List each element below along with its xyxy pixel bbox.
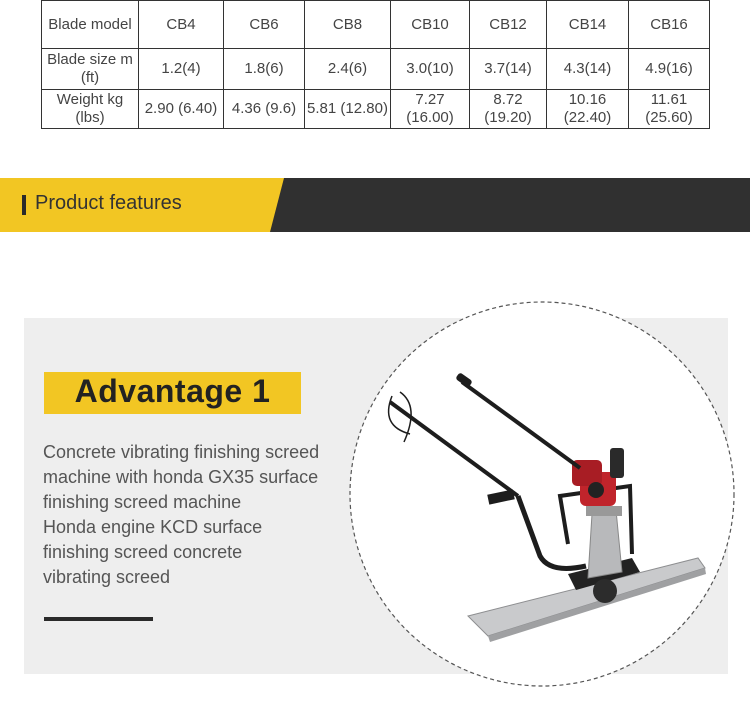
table-row-weight bbox=[42, 90, 710, 129]
row-header-weight: Weight kg (lbs) bbox=[42, 90, 139, 129]
description-line: vibrating screed bbox=[43, 567, 171, 587]
advantage-description bbox=[43, 440, 343, 590]
table-cell: CB8 bbox=[305, 1, 391, 49]
table-cell: 2.4(6) bbox=[305, 49, 391, 90]
table-cell: 10.16 (22.40) bbox=[547, 90, 629, 129]
description-line: finishing screed machine bbox=[43, 492, 242, 512]
table-cell: 4.36 (9.6) bbox=[224, 90, 305, 129]
features-banner bbox=[0, 178, 750, 232]
engine-column bbox=[588, 510, 622, 578]
banner-marker bbox=[22, 195, 26, 215]
description-line: Honda engine KCD surface bbox=[43, 517, 263, 537]
table-cell: 4.9(16) bbox=[629, 49, 710, 90]
row-header-blade-size: Blade size m (ft) bbox=[42, 49, 139, 90]
spec-table bbox=[41, 0, 710, 129]
description-line: Concrete vibrating finishing screed bbox=[43, 442, 320, 462]
table-cell: 7.27 (16.00) bbox=[391, 90, 470, 129]
table-cell: 3.7(14) bbox=[470, 49, 547, 90]
divider bbox=[44, 617, 153, 621]
section-title: Product features bbox=[35, 192, 182, 214]
advantage-title: Advantage 1 bbox=[74, 373, 271, 409]
image-circle bbox=[350, 302, 734, 686]
table-cell: 11.61 (25.60) bbox=[629, 90, 710, 129]
row-header-blade-model: Blade model bbox=[42, 1, 139, 49]
table-cell: 8.72 (19.20) bbox=[470, 90, 547, 129]
table-cell: 4.3(14) bbox=[547, 49, 629, 90]
table-cell: 3.0(10) bbox=[391, 49, 470, 90]
table-cell: 5.81 (12.80) bbox=[305, 90, 391, 129]
table-cell: CB4 bbox=[139, 1, 224, 49]
description-line: machine with honda GX35 surface bbox=[43, 467, 319, 487]
table-cell: 2.90 (6.40) bbox=[139, 90, 224, 129]
table-cell: CB14 bbox=[547, 1, 629, 49]
table-cell: CB12 bbox=[470, 1, 547, 49]
table-cell: CB6 bbox=[224, 1, 305, 49]
table-cell: CB10 bbox=[391, 1, 470, 49]
table-cell: 1.2(4) bbox=[139, 49, 224, 90]
product-image bbox=[340, 296, 740, 696]
table-row-blade-model bbox=[42, 1, 710, 49]
table-cell: 1.8(6) bbox=[224, 49, 305, 90]
description-line: finishing screed concrete bbox=[43, 542, 243, 562]
table-cell: CB16 bbox=[629, 1, 710, 49]
table-row-blade-size bbox=[42, 49, 710, 90]
